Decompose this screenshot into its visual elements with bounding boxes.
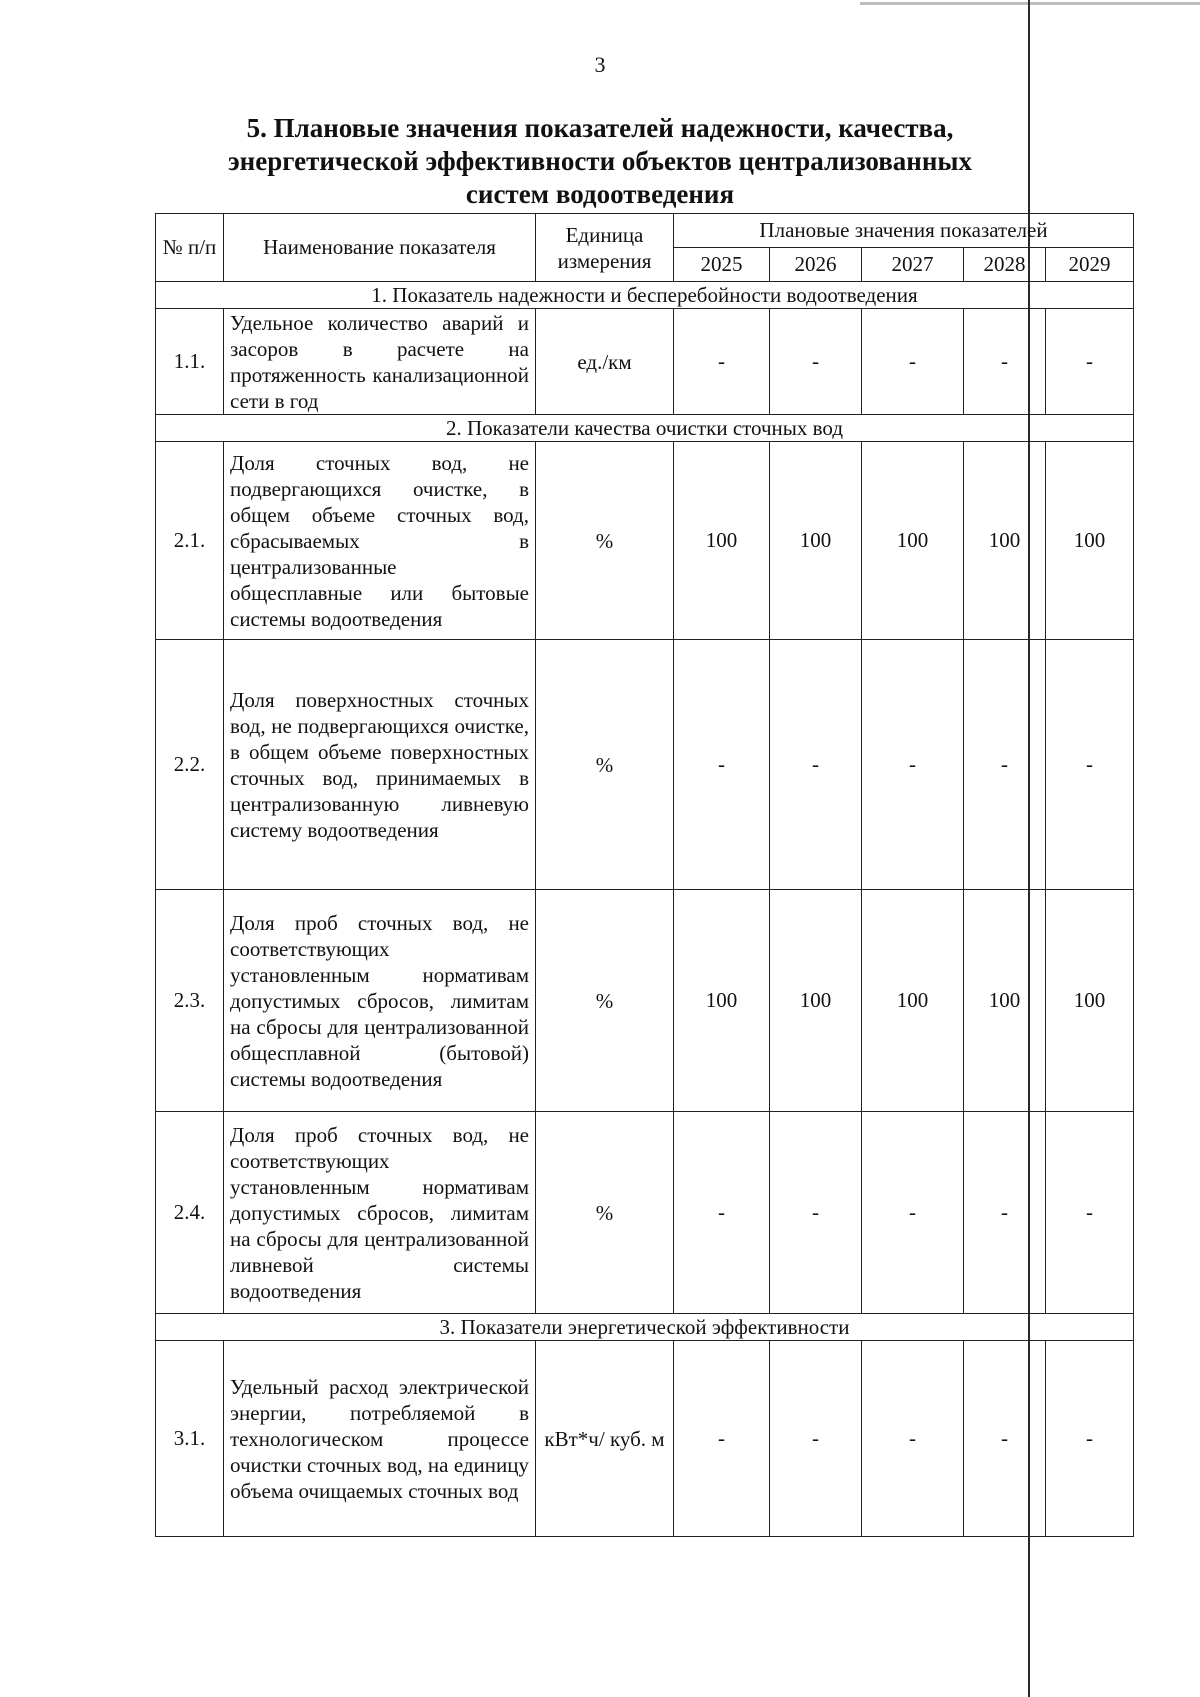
section-title: 1. Показатель надежности и бесперебойности водоотведения [156,282,1134,309]
table-row [156,890,1134,1112]
header-year: 2026 [770,248,862,282]
row-number: 2.4. [156,1112,224,1314]
header-no: № п/п [156,214,224,282]
row-number: 2.3. [156,890,224,1112]
table-row [156,1341,1134,1537]
header-planned-values: Плановые значения показателей [674,214,1134,248]
table-row [156,640,1134,890]
value-cell: - [770,640,862,890]
indicator-name: Удельное количество аварий и засоров в расчете на протяженность канализационной сети в год [224,309,536,415]
page-title-line-2: энергетической эффективности объектов централизованных [227,146,972,176]
value-cell: - [770,309,862,415]
value-cell: - [1046,640,1134,890]
value-cell: 100 [674,442,770,640]
value-cell: - [1046,309,1134,415]
value-cell: 100 [1046,890,1134,1112]
value-cell: - [964,309,1046,415]
value-cell: 100 [770,442,862,640]
indicator-name: Удельный расход электрической энергии, потребляемой в технологическом процессе очистки сточных вод, на единицу объема очищаемых сточных вод [224,1341,536,1537]
indicators-table [155,213,1134,1537]
indicator-name: Доля сточных вод, не подвергающихся очистке, в общем объеме сточных вод, сбрасываемых в централизованные общесплавные или бытовые системы водоотведения [224,442,536,640]
indicator-name: Доля проб сточных вод, не соответствующих установленным нормативам допустимых сбросов, лимитам на сбросы для централизованной ливневой системы водоотведения [224,1112,536,1314]
section-title: 2. Показатели качества очистки сточных вод [156,415,1134,442]
header-year: 2027 [862,248,964,282]
section-row [156,1314,1134,1341]
value-cell: - [674,1112,770,1314]
value-cell: - [964,640,1046,890]
value-cell: - [964,1112,1046,1314]
section-row [156,415,1134,442]
page-title-line-1: 5. Плановые значения показателей надежности, качества, [246,113,954,143]
value-cell: - [674,1341,770,1537]
indicator-name: Доля проб сточных вод, не соответствующих установленным нормативам допустимых сбросов, лимитам на сбросы для централизованной общесплавной (бытовой) системы водоотведения [224,890,536,1112]
unit-cell: ед./км [536,309,674,415]
row-number: 3.1. [156,1341,224,1537]
row-number: 2.2. [156,640,224,890]
value-cell: - [1046,1341,1134,1537]
header-unit: Единица измерения [536,214,674,282]
value-cell: - [862,1112,964,1314]
indicator-name: Доля поверхностных сточных вод, не подвергающихся очистке, в общем объеме поверхностных сточных вод, принимаемых в централизованную ливневую систему водоотведения [224,640,536,890]
header-year: 2028 [964,248,1046,282]
value-cell: 100 [964,890,1046,1112]
header-name: Наименование показателя [224,214,536,282]
page-title [150,112,1050,211]
value-cell: - [770,1112,862,1314]
value-cell: - [1046,1112,1134,1314]
unit-cell: % [536,442,674,640]
header-year: 2029 [1046,248,1134,282]
unit-cell: % [536,640,674,890]
section-row [156,282,1134,309]
value-cell: 100 [770,890,862,1112]
value-cell: - [862,640,964,890]
row-number: 2.1. [156,442,224,640]
unit-cell: % [536,890,674,1112]
section-title: 3. Показатели энергетической эффективности [156,1314,1134,1341]
unit-cell: кВт*ч/ куб. м [536,1341,674,1537]
value-cell: 100 [862,442,964,640]
table-row [156,1112,1134,1314]
value-cell: - [964,1341,1046,1537]
value-cell: 100 [1046,442,1134,640]
row-number: 1.1. [156,309,224,415]
page-number: 3 [594,52,606,77]
unit-cell: % [536,1112,674,1314]
value-cell: - [862,1341,964,1537]
value-cell: 100 [862,890,964,1112]
value-cell: 100 [674,890,770,1112]
value-cell: - [674,309,770,415]
page-title-line-3: систем водоотведения [465,179,735,209]
value-cell: 100 [964,442,1046,640]
scan-artifact-top [860,2,1200,5]
table-row [156,442,1134,640]
value-cell: - [862,309,964,415]
table-row [156,309,1134,415]
value-cell: - [674,640,770,890]
header-year: 2025 [674,248,770,282]
value-cell: - [770,1341,862,1537]
table-header-row-1 [156,214,1134,248]
